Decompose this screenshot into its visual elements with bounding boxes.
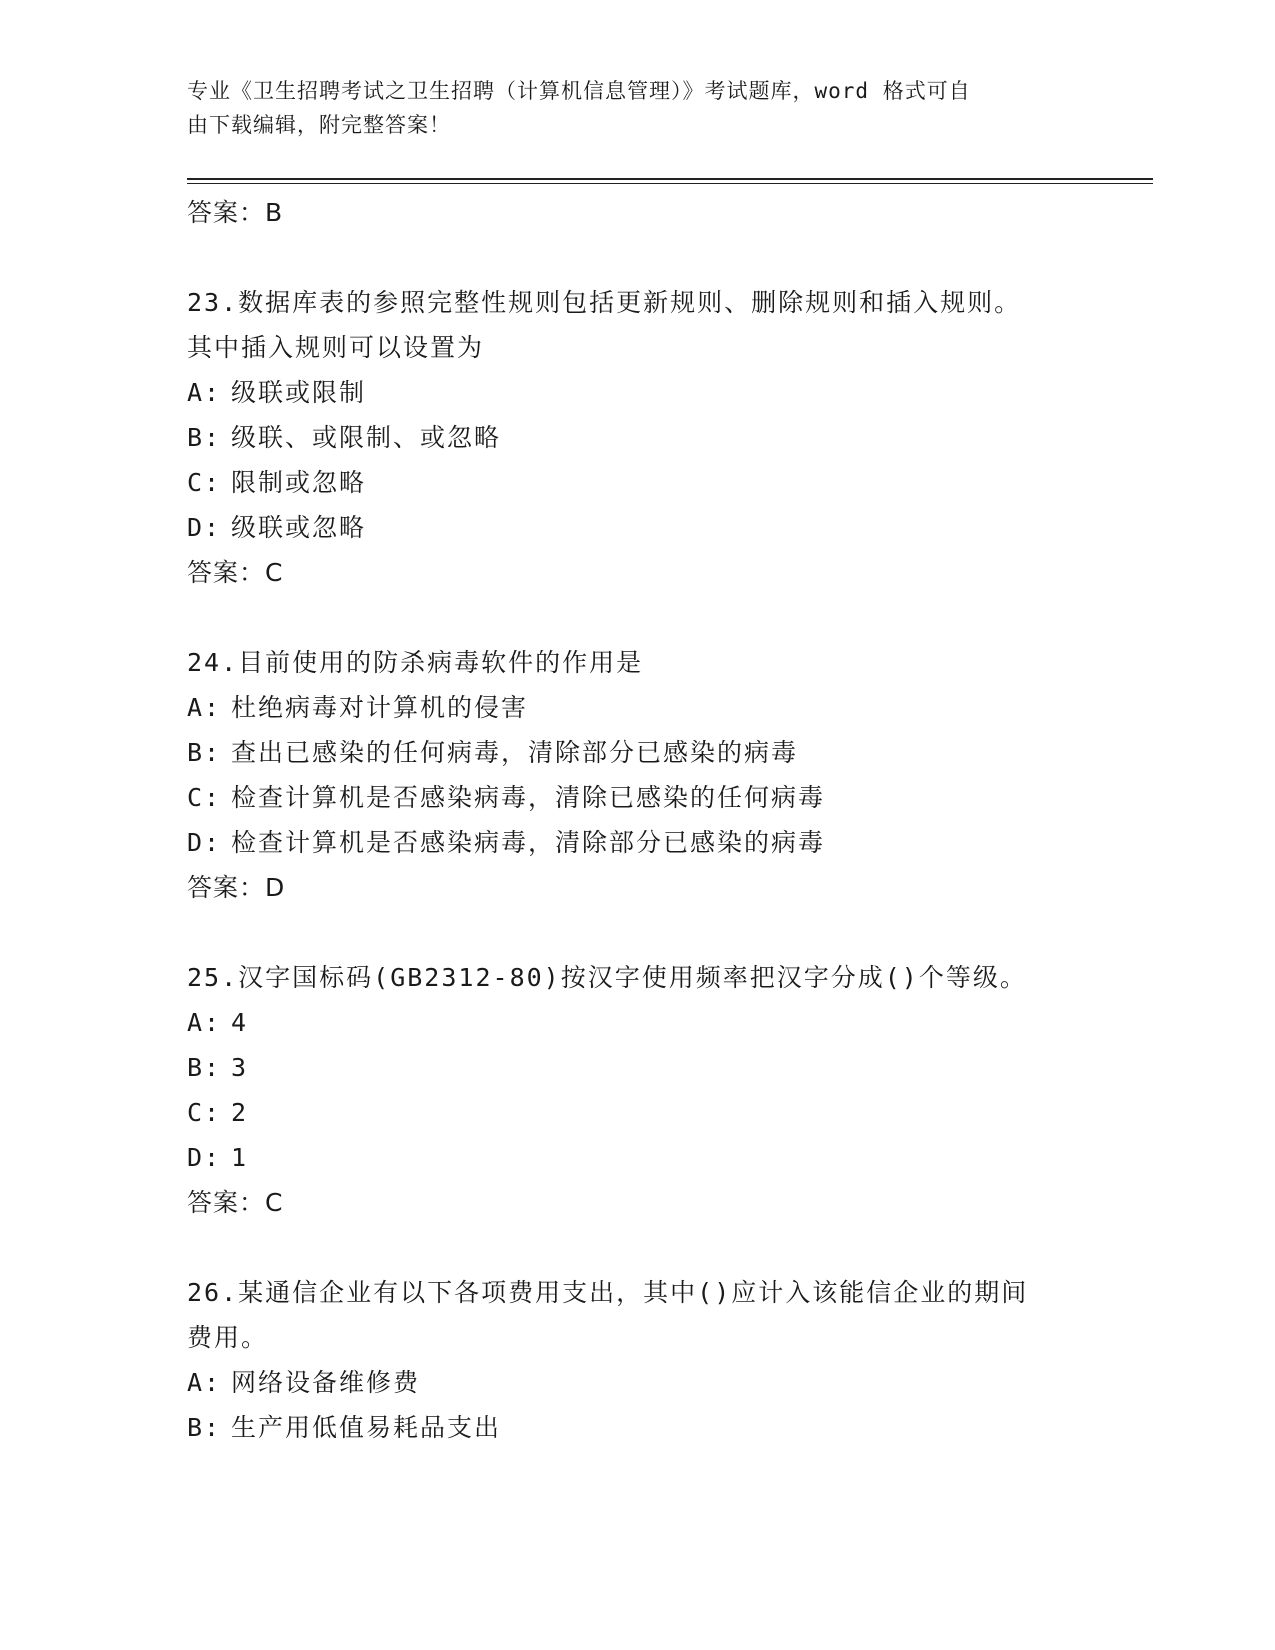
option-key: A: — [187, 693, 222, 722]
option-key: A: — [187, 378, 222, 407]
option-text: 网络设备维修费 — [231, 1368, 421, 1397]
spacer — [187, 1226, 1087, 1270]
option-text: 级联或忽略 — [231, 513, 367, 542]
question-25 — [187, 955, 1087, 1226]
option-key: C: — [187, 1098, 222, 1127]
option-d — [187, 505, 1087, 550]
option-key: B: — [187, 1413, 222, 1442]
option-d — [187, 820, 1087, 865]
option-key: C: — [187, 783, 222, 812]
option-text: 2 — [231, 1098, 249, 1127]
header-line-1: 专业《卫生招聘考试之卫生招聘（计算机信息管理）》考试题库，word 格式可自 — [187, 79, 971, 103]
option-c — [187, 1090, 1087, 1135]
question-stem: 26.某通信企业有以下各项费用支出，其中()应计入该能信企业的期间 — [187, 1278, 1029, 1307]
option-text: 1 — [231, 1143, 249, 1172]
option-text: 4 — [231, 1008, 249, 1037]
option-key: A: — [187, 1008, 222, 1037]
question-26 — [187, 1270, 1087, 1450]
option-text: 检查计算机是否感染病毒，清除已感染的任何病毒 — [231, 783, 826, 812]
option-key: A: — [187, 1368, 222, 1397]
question-23 — [187, 280, 1087, 596]
option-a — [187, 685, 1087, 730]
option-d — [187, 1135, 1087, 1180]
spacer — [187, 911, 1087, 955]
option-a — [187, 1000, 1087, 1045]
question-24 — [187, 640, 1087, 911]
document-header — [187, 74, 1067, 142]
header-divider-thick — [187, 178, 1153, 180]
option-text: 限制或忽略 — [231, 468, 367, 497]
question-stem: 24.目前使用的防杀病毒软件的作用是 — [187, 648, 644, 677]
option-text: 查出已感染的任何病毒，清除部分已感染的病毒 — [231, 738, 799, 767]
option-b — [187, 1405, 1087, 1450]
option-key: D: — [187, 1143, 222, 1172]
header-line-2: 由下载编辑，附完整答案！ — [187, 113, 451, 137]
question-stem: 25.汉字国标码(GB2312-80)按汉字使用频率把汉字分成()个等级。 — [187, 963, 1027, 992]
option-b — [187, 1045, 1087, 1090]
header-divider-thin — [187, 183, 1153, 184]
spacer — [187, 236, 1087, 280]
option-b — [187, 730, 1087, 775]
question-stem: 其中插入规则可以设置为 — [187, 333, 485, 362]
answer-label: 答案：D — [187, 873, 286, 902]
question-list — [187, 190, 1087, 1450]
answer-label: 答案：C — [187, 558, 284, 587]
option-a — [187, 1360, 1087, 1405]
question-stem: 23.数据库表的参照完整性规则包括更新规则、删除规则和插入规则。 — [187, 288, 1022, 317]
previous-answer: 答案：B — [187, 198, 284, 227]
option-c — [187, 775, 1087, 820]
option-key: D: — [187, 828, 222, 857]
option-a — [187, 370, 1087, 415]
option-text: 3 — [231, 1053, 249, 1082]
option-text: 级联、或限制、或忽略 — [231, 423, 502, 452]
option-c — [187, 460, 1087, 505]
spacer — [187, 596, 1087, 640]
option-b — [187, 415, 1087, 460]
option-key: C: — [187, 468, 222, 497]
option-key: B: — [187, 1053, 222, 1082]
option-text: 生产用低值易耗品支出 — [231, 1413, 502, 1442]
option-key: D: — [187, 513, 222, 542]
option-key: B: — [187, 738, 222, 767]
option-key: B: — [187, 423, 222, 452]
option-text: 检查计算机是否感染病毒，清除部分已感染的病毒 — [231, 828, 826, 857]
answer-label: 答案：C — [187, 1188, 284, 1217]
option-text: 杜绝病毒对计算机的侵害 — [231, 693, 529, 722]
option-text: 级联或限制 — [231, 378, 367, 407]
question-stem: 费用。 — [187, 1323, 269, 1352]
